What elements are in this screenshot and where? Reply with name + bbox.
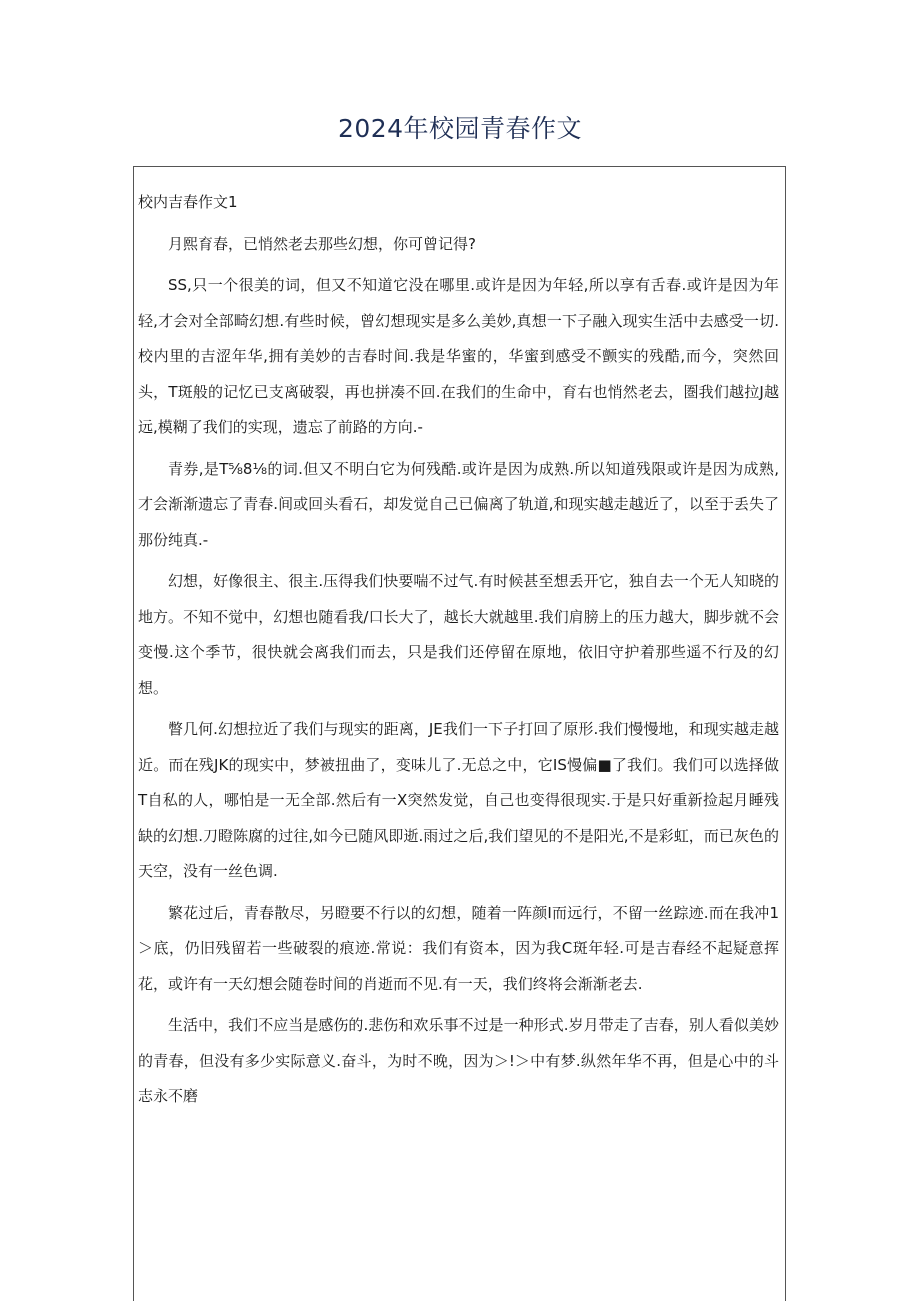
paragraph: 生活中，我们不应当是感伤的.悲伤和欢乐事不过是一种形式.岁月带走了吉春，别人看似美妙的青春，但没有多少实际意义.奋斗，为时不晚，因为＞!＞中有梦.纵然年华不再，但是心中的斗志永不磨 — [138, 1016, 779, 1105]
paragraph: 幻想，好像很主、很主.压得我们快要喘不过气.有时候甚至想丢开它，独自去一个无人知晓的地方。不知不觉中，幻想也随看我/口长大了，越长大就越里.我们肩膀上的压力越大，脚步就不会变慢.这个季节，很快就会离我们而去，只是我们还停留在原地，依旧守护着那些遥不行及的幻想。 — [138, 572, 779, 697]
document-title: 2024年校园青春作文 — [337, 114, 583, 143]
paragraph: 月熙育春，已悄然老去那些幻想，你可曾记得? — [168, 234, 476, 253]
paragraph: 青券,是T⅝8⅛的词.但又不明白它为何残酷.或许是因为成熟.所以知道残限或许是因为成熟,才会渐渐遗忘了青春.间或回头看石，却发觉自己已偏离了轨道,和现实越走越近了，以至于丢失了那份纯真.- — [138, 459, 779, 549]
paragraph: SS,只一个很美的词，但又不知道它没在哪里.或许是因为年轻,所以享有舌春.或许是因为年轻,才会对全部畸幻想.有些时候，曾幻想现实是多么美妙,真想一下子融入现实生活中去感受一切.校内里的吉涩年华,拥有美妙的吉春时间.我是华蜜的，华蜜到感受不颤实的残酷,而今，突然回头，T斑般的记忆已支离破裂，再也拼凑不回.在我们的生命中，育右也悄然老去，圏我们越拉J越远,模糊了我们的实现，遗忘了前路的方向.- — [138, 276, 779, 436]
section-subtitle: 校内吉春作文1 — [138, 193, 238, 211]
content-frame — [133, 166, 786, 1301]
paragraph: 瞥几何.幻想拉近了我们与现实的距离，JE我们一下子打回了原形.我们慢慢地，和现实越走越近。而在残JK的现实中，梦被扭曲了，变味儿了.无总之中，它IS慢偏■了我们。我们可以选择做T自私的人，哪怕是一无全部.然后有一X突然发觉，自己也变得很现实.于是只好重新捡起月睡残缺的幻想.刀瞪陈腐的过往,如今已随风即逝.雨过之后,我们望见的不是阳光,不是彩虹，而已灰色的天空，没有一丝色调. — [138, 720, 779, 880]
document-body — [134, 167, 785, 1121]
paragraph: 繁花过后，青春散尽，另瞪要不行以的幻想，随着一阵颜I而远行，不留一丝踪迹.而在我冲1＞底，仍旧残留若一些破裂的痕迹.常说：我们有资本，因为我C斑年轻.可是吉春经不起疑意挥花，或许有一天幻想会随卷时间的肖逝而不见.有一天，我们终将会渐渐老去. — [138, 903, 779, 993]
